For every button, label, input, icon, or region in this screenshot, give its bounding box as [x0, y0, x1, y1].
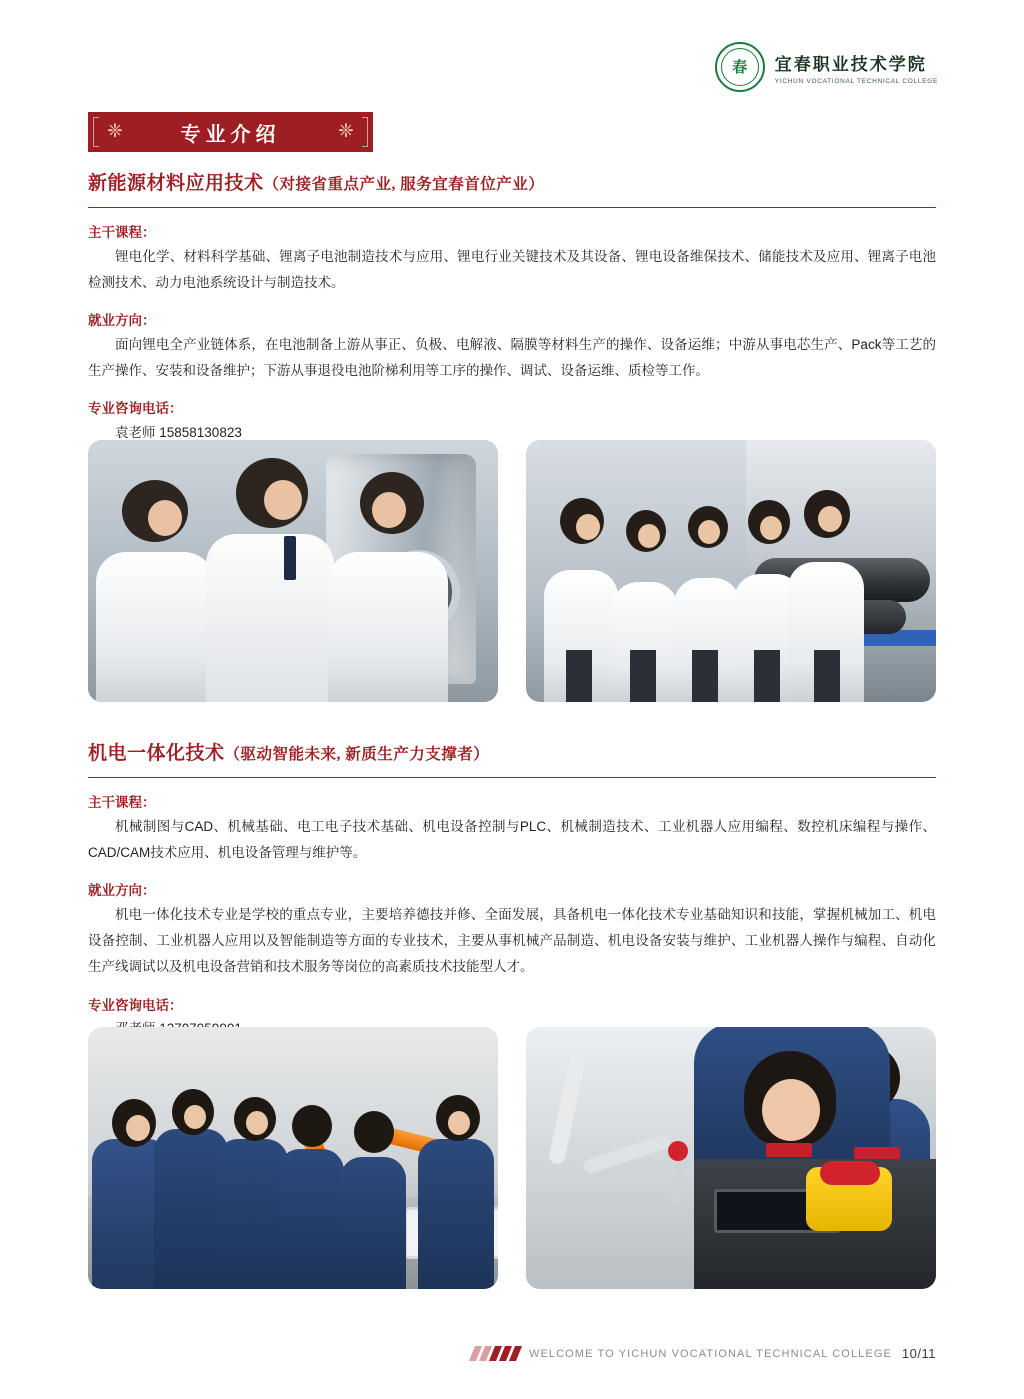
field-label: 专业咨询电话：: [88, 401, 183, 417]
field-label: 专业咨询电话：: [88, 997, 183, 1013]
program-field-courses: [88, 222, 936, 296]
program-block-mechatronics: [88, 738, 936, 1043]
program-title-main: 机电一体化技术: [88, 743, 225, 764]
program-photos-mechatronics: [88, 1027, 936, 1289]
page-number: 10/11: [901, 1346, 936, 1361]
ornament-right-icon: ❈: [338, 121, 354, 142]
program-photos-new-energy: [88, 440, 936, 702]
page-footer: [0, 1346, 1024, 1361]
section-banner: [88, 112, 373, 152]
section-title: 专业介绍: [180, 123, 281, 146]
field-label: 主干课程：: [88, 225, 156, 240]
seal-char: 春: [732, 58, 748, 76]
program-block-new-energy: [88, 168, 936, 446]
footer-text: WELCOME TO YICHUN VOCATIONAL TECHNICAL COLLEGE: [528, 1347, 892, 1360]
college-logo: [715, 42, 938, 92]
photo-students-production-line: [526, 440, 936, 702]
field-body: 面向锂电全产业链体系，在电池制备上游从事正、负极、电解液、隔膜等材料生产的操作、设备运维；中游从事电芯生产、Pack等工艺的生产操作、安装和设备维护；下游从事退役电池阶梯利用等工序的操作、调试、设备运维、质检等工作。: [88, 336, 936, 379]
field-label: 就业方向：: [88, 313, 156, 329]
field-label: 主干课程：: [88, 795, 156, 810]
field-body: 机电一体化技术专业是学校的重点专业，主要培养德技并修、全面发展，具备机电一体化技术专业基础知识和技能，掌握机械加工、机电设备控制、工业机器人应用以及智能制造等方面的专业技术，主要从事机械产品制造、机电设备安装与维护、工业机器人操作与编程、自动化生产线调试以及机电设备营销和技术服务等岗位的高素质技术技能型人才。: [88, 906, 936, 975]
program-title: [88, 168, 936, 208]
program-field-courses: [88, 792, 936, 866]
field-body: 锂电化学、材料科学基础、锂离子电池制造技术与应用、锂电行业关键技术及其设备、锂电设备维保技术、储能技术及应用、锂离子电池检测技术、动力电池系统设计与制造技术。: [88, 248, 936, 290]
program-field-employment: [88, 880, 936, 981]
program-title-sub: （对接省重点产业, 服务宜春首位产业）: [263, 176, 545, 193]
photo-control-panel-operation: [526, 1027, 936, 1289]
field-body: 机械制图与CAD、机械基础、电工电子技术基础、机电设备控制与PLC、机械制造技术、工业机器人应用编程、数控机床编程与操作、CAD/CAM技术应用、机电设备管理与维护等。: [88, 818, 936, 860]
program-title: [88, 738, 936, 778]
ornament-left-icon: ❈: [107, 121, 123, 142]
college-name-en: YICHUN VOCATIONAL TECHNICAL COLLEGE: [774, 77, 938, 85]
field-label: 就业方向：: [88, 883, 156, 899]
footer-chevrons-icon: [472, 1346, 519, 1361]
photo-robot-arm-training: [88, 1027, 498, 1289]
program-title-sub: （驱动智能未来, 新质生产力支撑者）: [224, 746, 490, 763]
photo-lab-students-equipment: [88, 440, 498, 702]
college-name-cn: 宜春职业技术学院: [774, 54, 927, 74]
college-seal-icon: [715, 42, 765, 92]
program-title-main: 新能源材料应用技术: [88, 173, 264, 194]
program-field-employment: [88, 310, 936, 384]
field-body: 袁老师 15858130823: [115, 425, 242, 441]
